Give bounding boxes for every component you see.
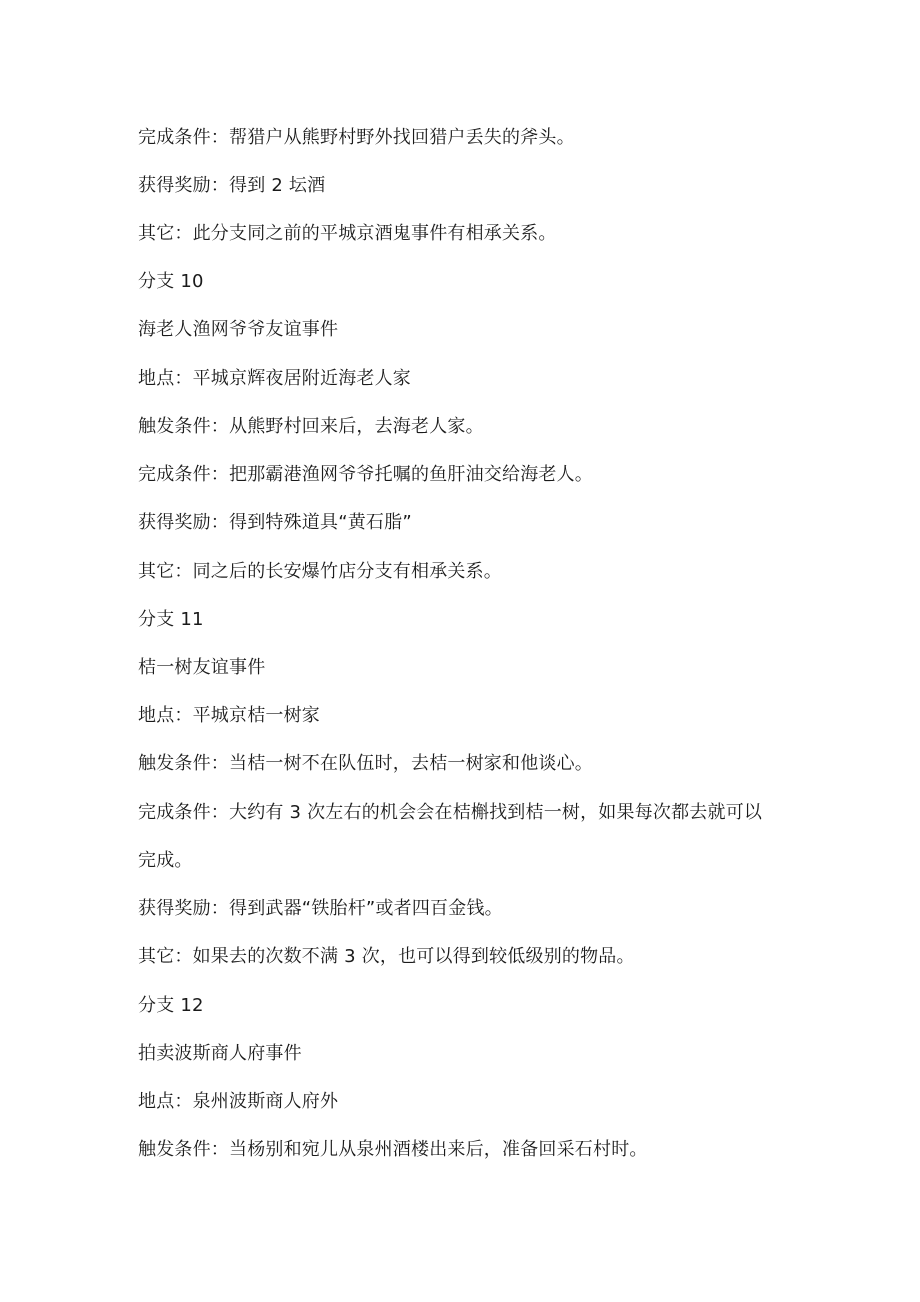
text-line: 地点：泉州波斯商人府外 <box>138 1091 339 1112</box>
event-title: 拍卖波斯商人府事件 <box>138 1043 302 1064</box>
text-line: 完成条件：帮猎户从熊野村野外找回猎户丢失的斧头。 <box>138 127 575 148</box>
section-heading: 分支 10 <box>138 271 204 292</box>
text-line: 触发条件：当桔一树不在队伍时，去桔一树家和他谈心。 <box>138 753 593 774</box>
text-line: 完成条件：把那霸港渔网爷爷托嘱的鱼肝油交给海老人。 <box>138 464 593 485</box>
text-line: 触发条件：从熊野村回来后，去海老人家。 <box>138 416 484 437</box>
text-line: 完成条件：大约有 3 次左右的机会会在桔槲找到桔一树，如果每次都去就可以 <box>138 802 763 823</box>
event-title: 桔一树友谊事件 <box>138 657 266 678</box>
text-line: 其它：此分支同之前的平城京酒鬼事件有相承关系。 <box>138 223 557 244</box>
text-line: 完成。 <box>138 850 193 871</box>
text-line: 获得奖励：得到武器“铁胎杆”或者四百金钱。 <box>138 898 503 919</box>
event-title: 海老人渔网爷爷友谊事件 <box>138 319 339 340</box>
text-line: 触发条件：当杨别和宛儿从泉州酒楼出来后，准备回采石村时。 <box>138 1139 648 1160</box>
text-line: 获得奖励：得到 2 坛酒 <box>138 175 326 196</box>
section-heading: 分支 11 <box>138 609 204 630</box>
text-line: 地点：平城京辉夜居附近海老人家 <box>138 368 411 389</box>
text-line: 获得奖励：得到特殊道具“黄石脂” <box>138 512 412 533</box>
section-heading: 分支 12 <box>138 995 204 1016</box>
text-line: 地点：平城京桔一树家 <box>138 705 320 726</box>
text-line: 其它：如果去的次数不满 3 次，也可以得到较低级别的物品。 <box>138 946 635 967</box>
text-line: 其它：同之后的长安爆竹店分支有相承关系。 <box>138 561 502 582</box>
